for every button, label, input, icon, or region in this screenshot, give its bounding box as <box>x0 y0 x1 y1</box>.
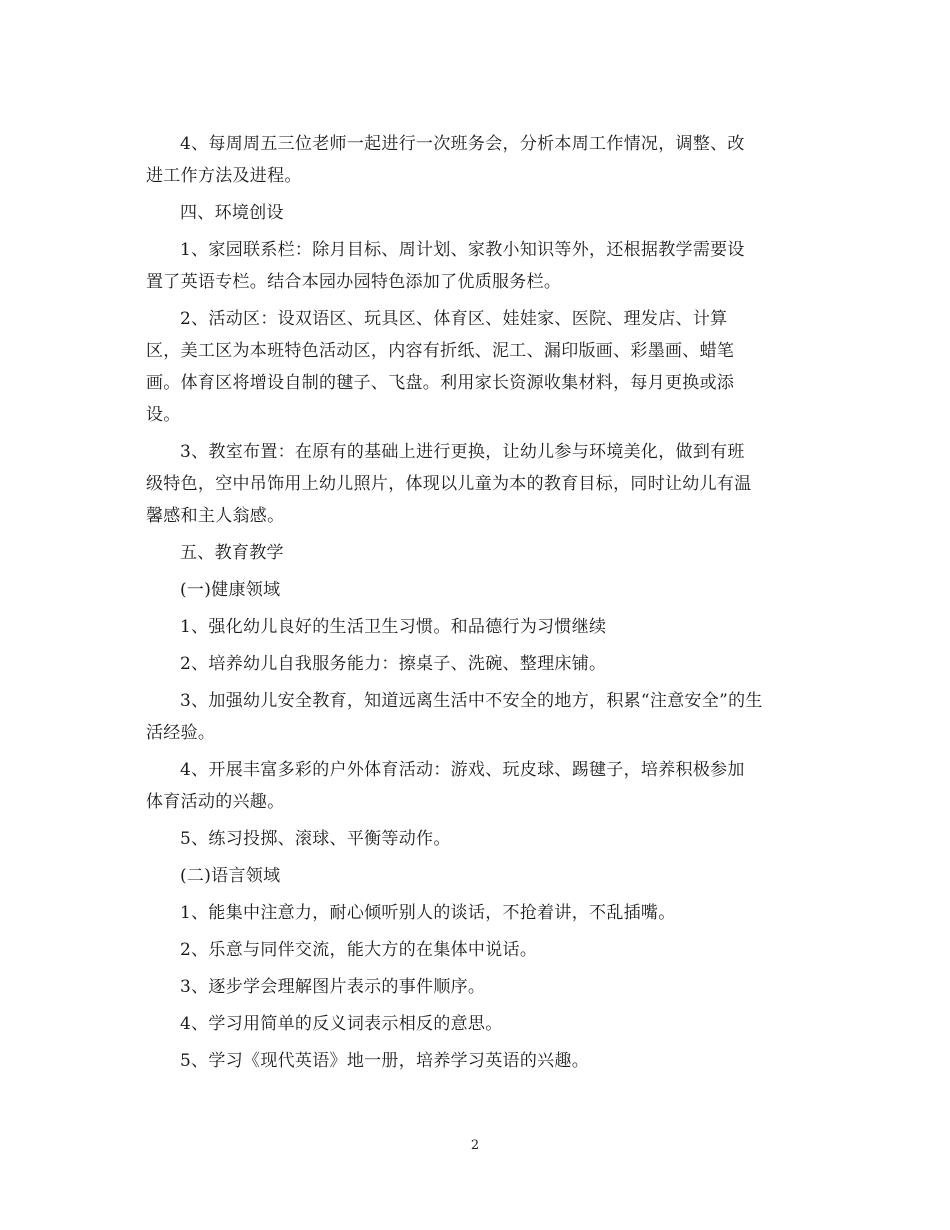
text-line: 2、活动区：设双语区、玩具区、体育区、娃娃家、医院、理发店、计算 <box>180 309 728 329</box>
text-line: 五、教育教学 <box>180 543 284 563</box>
text-line: 2、乐意与同伴交流，能大方的在集体中说话。 <box>180 940 538 960</box>
document-body <box>146 128 811 1077</box>
text-line: 3、加强幼儿安全教育，知道远离生活中不安全的地方，积累“注意安全”的生 <box>180 691 763 711</box>
text-line: 置了英语专栏。结合本园办园特色添加了优质服务栏。 <box>146 272 562 292</box>
text-line: 馨感和主人翁感。 <box>146 506 285 526</box>
text-line: 5、练习投掷、滚球、平衡等动作。 <box>180 829 451 849</box>
text-line: 2、培养幼儿自我服务能力：擦桌子、洗碗、整理床铺。 <box>180 654 607 674</box>
page-number: 2 <box>470 1138 480 1153</box>
text-line: 3、逐步学会理解图片表示的事件顺序。 <box>180 977 486 997</box>
text-line: 4、每周周五三位老师一起进行一次班务会，分析本周工作情况，调整、改 <box>180 134 745 154</box>
text-line: 活经验。 <box>146 723 216 743</box>
text-line: 级特色，空中吊饰用上幼儿照片，体现以儿童为本的教育目标，同时让幼儿有温 <box>146 474 752 494</box>
text-line: 体育活动的兴趣。 <box>146 792 285 812</box>
text-line: 区，美工区为本班特色活动区，内容有折纸、泥工、漏印版画、彩墨画、蜡笔 <box>146 341 735 361</box>
text-line: 1、家园联系栏：除月目标、周计划、家教小知识等外，还根据教学需要设 <box>180 240 745 260</box>
text-line: 5、学习《现代英语》地一册，培养学习英语的兴趣。 <box>180 1051 590 1071</box>
text-line: 设。 <box>146 405 181 425</box>
text-line: 1、强化幼儿良好的生活卫生习惯。和品德行为习惯继续 <box>180 617 607 637</box>
text-line: 画。体育区将增设自制的毽子、飞盘。利用家长资源收集材料，每月更换或添 <box>146 373 735 393</box>
text-line: 进工作方法及进程。 <box>146 166 302 186</box>
text-line: 3、教室布置：在原有的基础上进行更换，让幼儿参与环境美化，做到有班 <box>180 442 745 462</box>
text-line: (一)健康领域 <box>180 580 281 600</box>
text-line: 4、学习用简单的反义词表示相反的意思。 <box>180 1014 503 1034</box>
text-line: 四、环境创设 <box>180 203 284 223</box>
text-line: 1、能集中注意力，耐心倾听别人的谈话，不抢着讲，不乱插嘴。 <box>180 903 676 923</box>
text-line: (二)语言领域 <box>180 866 281 886</box>
text-line: 4、开展丰富多彩的户外体育活动：游戏、玩皮球、踢毽子，培养积极参加 <box>180 760 745 780</box>
